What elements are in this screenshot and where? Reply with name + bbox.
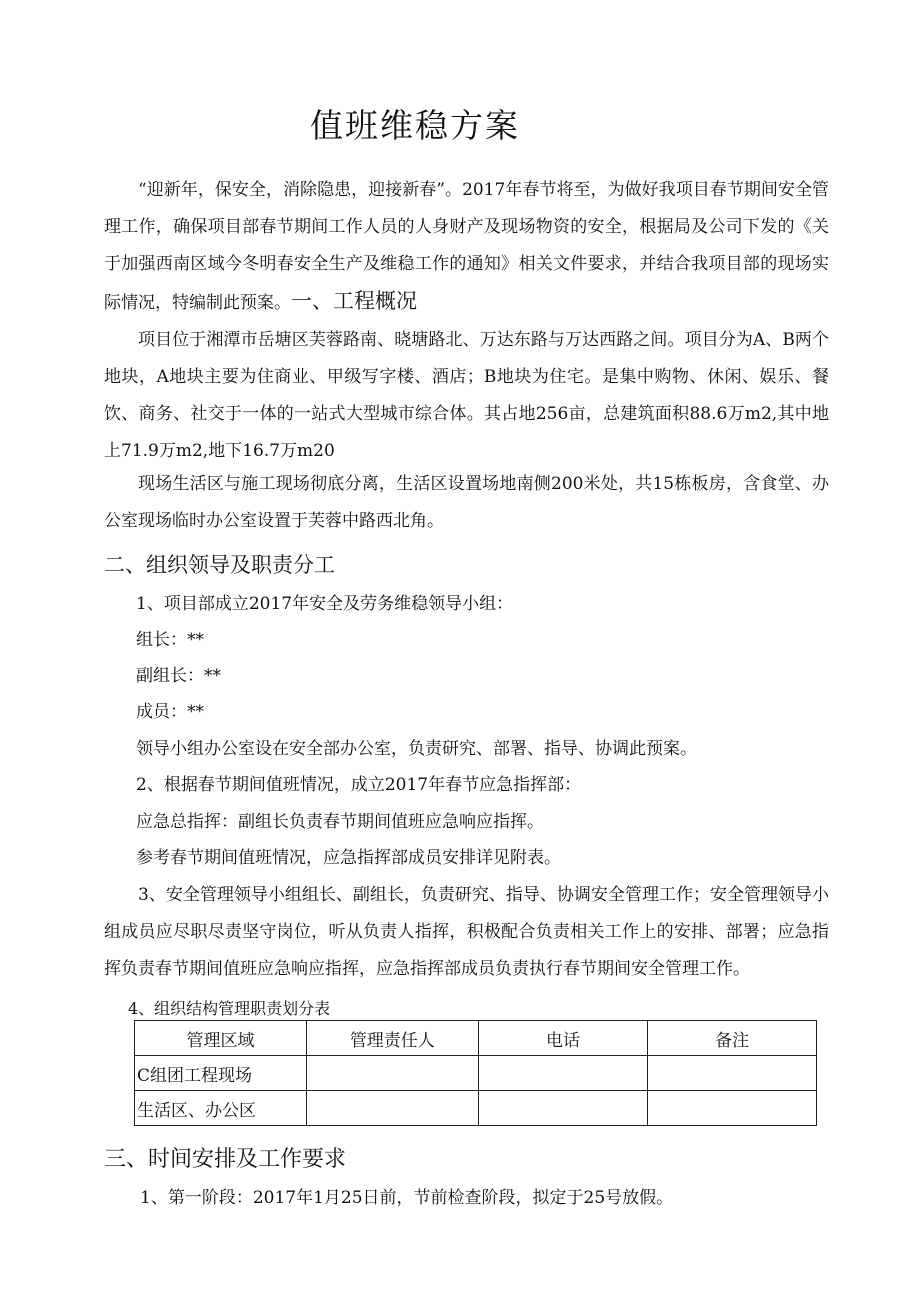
table-row: [135, 1091, 817, 1126]
table-row: [135, 1056, 817, 1091]
org-line-commander: 应急总指挥：副组长负责春节期间值班应急响应指挥。: [136, 812, 544, 832]
responsibility-table: [134, 1020, 817, 1126]
table-header-cell: 备注: [648, 1021, 817, 1056]
schedule-line-1: 1、第一阶段：2017年1月25日前，节前检查阶段，拟定于25号放假。: [140, 1188, 674, 1208]
table-cell: [478, 1091, 648, 1126]
table-header-cell: 管理责任人: [307, 1021, 479, 1056]
table-caption: 4、组织结构管理职责划分表: [128, 999, 331, 1018]
intro-paragraph: [104, 172, 829, 322]
org-line-reference: 参考春节期间值班情况，应急指挥部成员安排详见附表。: [136, 848, 561, 868]
table-cell: [648, 1056, 817, 1091]
section-heading-organization: 二、组织领导及职责分工: [104, 553, 335, 577]
document-title: 值班维稳方案: [310, 106, 520, 145]
org-line-members: 成员：**: [136, 702, 204, 722]
table-header-cell: 管理区域: [135, 1021, 307, 1056]
table-cell: [307, 1056, 479, 1091]
table-header-row: [135, 1021, 817, 1056]
table-cell: C组团工程现场: [135, 1056, 307, 1091]
org-line-deputy: 副组长：**: [136, 666, 221, 686]
org-paragraph-3: 3、安全管理领导小组组长、副组长，负责研究、指导、协调安全管理工作；安全管理领导小组成员应尽职尽责坚守岗位，听从负责人指挥，积极配合负责相关工作上的安排、部署；应急指挥负责春节期间值班应急响应指挥，应急指挥部成员负责执行春节期间安全管理工作。: [104, 885, 829, 979]
org-line-2: 2、根据春节期间值班情况，成立2017年春节应急指挥部：: [136, 775, 582, 795]
table-cell: [648, 1091, 817, 1126]
org-line-1: 1、项目部成立2017年安全及劳务维稳领导小组：: [136, 594, 514, 614]
section-heading-overview: 一、工程概况: [291, 289, 417, 313]
intro-text: “迎新年，保安全，消除隐患，迎接新春”。2017年春节将至，为做好我项目春节期间安全管理工作，确保项目部春节期间工作人员的人身财产及现场物资的安全，根据局及公司下发的《关于加强西南区域今冬明春安全生产及维稳工作的通知》相关文件要求，并结合我项目部的现场实际情况，特编制此预案。: [104, 180, 829, 313]
table-cell: [478, 1056, 648, 1091]
table-header-cell: 电话: [478, 1021, 648, 1056]
org-line-leader: 组长：**: [136, 630, 204, 650]
table-cell: [307, 1091, 479, 1126]
table-cell: 生活区、办公区: [135, 1091, 307, 1126]
overview-paragraph-2: 现场生活区与施工现场彻底分离，生活区设置场地南侧200米处，共15栋板房，含食堂、办公室现场临时办公室设置于芙蓉中路西北角。: [104, 474, 829, 531]
overview-paragraph-1: 项目位于湘潭市岳塘区芙蓉路南、晓塘路北、万达东路与万达西路之间。项目分为A、B两个地块，A地块主要为住商业、甲级写字楼、酒店；B地块为住宅。是集中购物、休闲、娱乐、餐饮、商务、社交于一体的一站式大型城市综合体。其占地256亩，总建筑面积88.6万m2,其中地上71.9万m2,地下16.7万m20: [104, 330, 829, 461]
section-heading-schedule: 三、时间安排及工作要求: [104, 1147, 347, 1172]
org-line-office: 领导小组办公室设在安全部办公室，负责研究、部署、指导、协调此预案。: [136, 739, 697, 759]
